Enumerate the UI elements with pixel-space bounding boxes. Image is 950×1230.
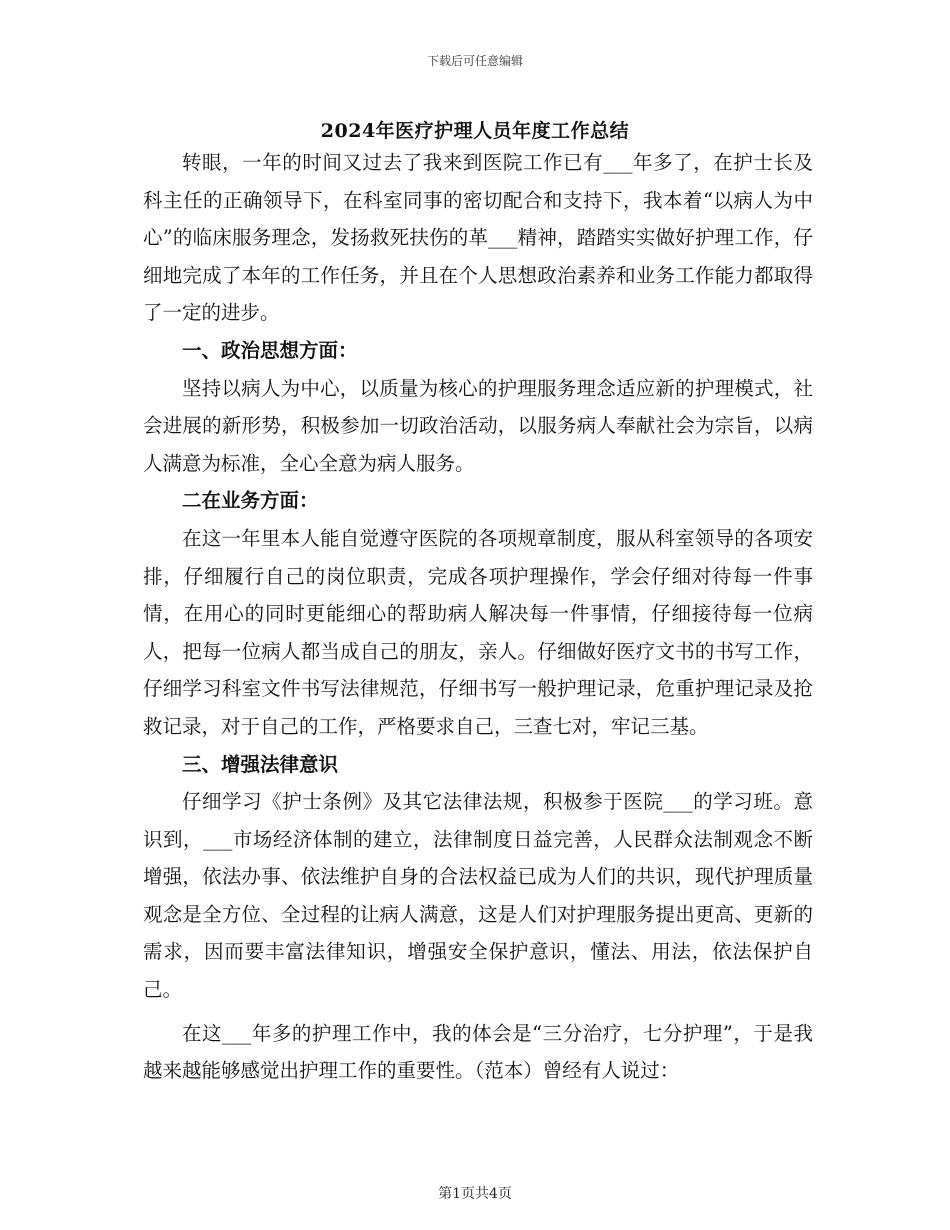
section-heading-politics: 一、政治思想方面：: [182, 338, 358, 362]
page-number: 第1页共4页: [438, 1186, 512, 1202]
section-body-business: 在这一年里本人能自觉遵守医院的各项规章制度，服从科室领导的各项安排，仔细履行自己的岗位职责，完成各项护理操作，学会仔细对待每一件事情，在用心的同时更能细心的帮助病人解决每一件事情，仔细接待每一位病人，把每一位病人都当成自己的朋友，亲人。仔细做好医疗文书的书写工作，仔细学习科室文件书写法律规范，仔细书写一般护理记录，危重护理记录及抢救记录，对于自己的工作，严格要求自己，三查七对，牢记三基。: [143, 526, 813, 738]
section-body-politics: 坚持以病人为中心，以质量为核心的护理服务理念适应新的护理模式，社会进展的新形势，积极参加一切政治活动，以服务病人奉献社会为宗旨，以病人满意为标准，全心全意为病人服务。: [143, 376, 813, 475]
section-body-law: 仔细学习《护士条例》及其它法律法规，积极参于医院___的学习班。意识到，___市场经济体制的建立，法律制度日益完善，人民群众法制观念不断增强，依法办事、依法维护自身的合法权益已成为人们的共识，现代护理质量观念是全方位、全过程的让病人满意，这是人们对护理服务提出更高、更新的需求，因而要丰富法律知识，增强安全保护意识，懂法、用法，依法保护自己。: [143, 790, 813, 1002]
document-title: 2024年医疗护理人员年度工作总结: [320, 120, 630, 142]
section-heading-business: 二在业务方面：: [182, 489, 319, 513]
document-body: [143, 144, 813, 1090]
closing-paragraph: 在这___年多的护理工作中，我的体会是“三分治疗，七分护理”，于是我越来越能够感觉出护理工作的重要性。（范本）曾经有人说过：: [143, 1021, 813, 1083]
intro-paragraph: 转眼，一年的时间又过去了我来到医院工作已有___年多了，在护士长及科主任的正确领导下，在科室同事的密切配合和支持下，我本着“以病人为中心”的临床服务理念，发扬救死扶伤的革___精神，踏踏实实做好护理工作，仔细地完成了本年的工作任务，并且在个人思想政治素养和业务工作能力都取得了一定的进步。: [143, 151, 813, 325]
page-header-note: 下载后可任意编辑: [426, 54, 523, 68]
section-heading-law: 三、增强法律意识: [182, 752, 339, 776]
